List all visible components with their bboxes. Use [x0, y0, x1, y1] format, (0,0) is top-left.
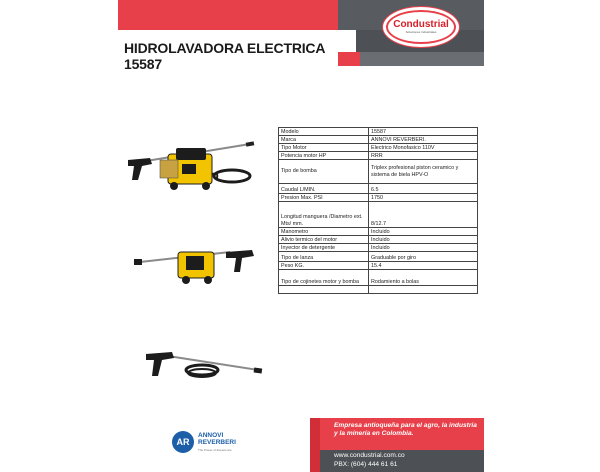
product-title	[124, 40, 325, 72]
spec-value: Incluido	[369, 236, 478, 244]
spray-gun-lance-image	[140, 330, 266, 400]
product-title-line1: HIDROLAVADORA ELECTRICA	[124, 40, 326, 56]
spec-row	[279, 194, 478, 202]
spec-key	[279, 286, 369, 294]
annovi-reverberi-logo	[172, 431, 262, 455]
partner-tagline: The Power of Experience	[198, 448, 232, 452]
spec-value: 8/12.7	[369, 202, 478, 228]
spec-value: 15.4	[369, 262, 478, 270]
spec-value: Triplex profesional piston ceramico y sistema de biela HPV-O	[369, 160, 478, 184]
spec-key: Tipo de cojinetes motor y bomba	[279, 270, 369, 286]
phone-number: PBX: (604) 444 61 61	[334, 461, 398, 468]
partner-name: ANNOVI REVERBERI	[198, 432, 236, 446]
spec-row	[279, 184, 478, 194]
spec-row	[279, 128, 478, 136]
spec-value: Rodamiento a bolas	[369, 270, 478, 286]
spec-key: Caudal L/MIN.	[279, 184, 369, 194]
logo-inner-ring	[386, 10, 456, 44]
product-title-line2: 15587	[124, 56, 162, 72]
spec-row	[279, 286, 478, 294]
spec-value: Electrico Monofasico 110V	[369, 144, 478, 152]
spec-row	[279, 202, 478, 228]
spec-row	[279, 228, 478, 236]
spec-key: Peso KG.	[279, 262, 369, 270]
condustrial-logo	[382, 6, 462, 50]
spec-value	[369, 286, 478, 294]
spec-row	[279, 262, 478, 270]
logo-brand-text: Condustrial	[393, 19, 449, 30]
spec-key: Longitud manguera /Diametro ext. Mts/ mm.	[279, 202, 369, 228]
company-slogan: Empresa antioqueña para el agro, la industria y la minería en Colombia.	[334, 422, 477, 437]
spec-key: Tipo de lanza	[279, 252, 369, 262]
pressure-washer-image-side	[130, 222, 262, 294]
spec-value: Incluido	[369, 244, 478, 252]
spec-key: Manometro	[279, 228, 369, 236]
spec-key: Tipo de bomba	[279, 160, 369, 184]
spec-key: Potencia motor HP	[279, 152, 369, 160]
spec-value: Graduable por giro	[369, 252, 478, 262]
spec-row	[279, 270, 478, 286]
spec-row	[279, 152, 478, 160]
spec-key: Presion Max. PSI	[279, 194, 369, 202]
spec-key: Alivio termico del motor	[279, 236, 369, 244]
footer-red-edge	[310, 418, 320, 472]
pressure-washer-image-front	[120, 124, 268, 204]
spec-row	[279, 236, 478, 244]
spec-value: Incluido	[369, 228, 478, 236]
spec-value: 15587	[369, 128, 478, 136]
spec-key: Modelo	[279, 128, 369, 136]
spec-row	[279, 160, 478, 184]
spec-value: ANNOVI REVERBERI.	[369, 136, 478, 144]
annovi-reverberi-mark-icon: AR	[172, 431, 194, 453]
spec-value: 1750	[369, 194, 478, 202]
spec-row	[279, 136, 478, 144]
spec-key: Inyector de detergente	[279, 244, 369, 252]
spec-row	[279, 244, 478, 252]
spec-row	[279, 144, 478, 152]
spec-table	[278, 127, 478, 294]
header-stripe	[338, 52, 484, 66]
logo-sub-text: Soluciones Industriales	[405, 30, 437, 34]
spec-value: 6.5	[369, 184, 478, 194]
spec-value: RRR	[369, 152, 478, 160]
spec-key: Marca	[279, 136, 369, 144]
spec-key: Tipo Motor	[279, 144, 369, 152]
website-link[interactable]: www.condustrial.com.co	[334, 452, 405, 459]
spec-row	[279, 252, 478, 262]
